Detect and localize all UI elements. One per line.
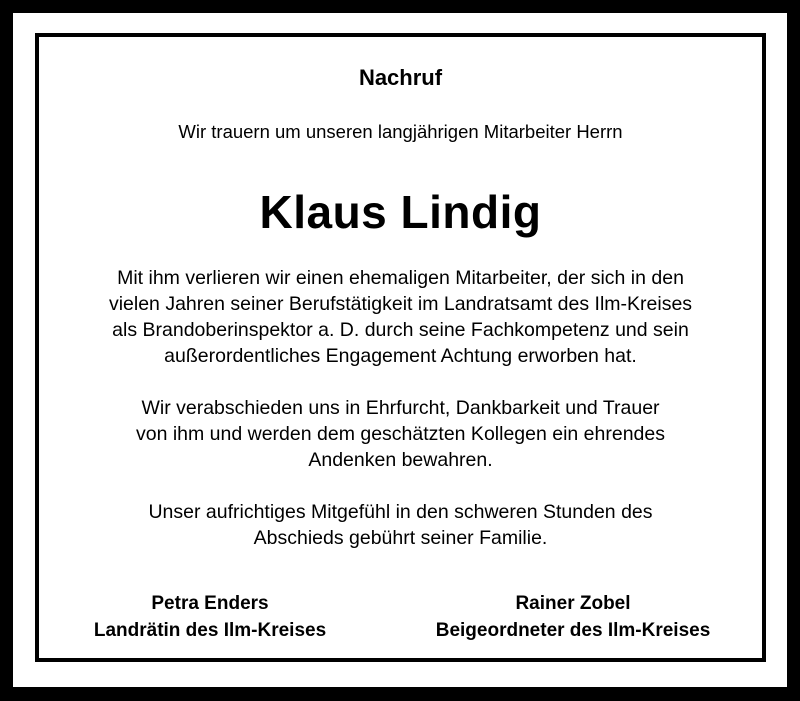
- paragraph-condolence: [39, 499, 762, 551]
- obituary-sheet: [13, 13, 787, 687]
- signer-left: [75, 590, 345, 644]
- paragraph-line: als Brandoberinspektor a. D. durch seine Fachkompetenz und sein: [112, 319, 689, 341]
- paragraph-line: Wir verabschieden uns in Ehrfurcht, Dankbarkeit und Trauer: [141, 397, 660, 419]
- signer-right: [413, 590, 733, 644]
- signer-name: Petra Enders: [151, 593, 269, 614]
- paragraph-line: Unser aufrichtiges Mitgefühl in den schweren Stunden des: [148, 501, 653, 523]
- paragraph-line: von ihm und werden dem geschätzten Kollegen ein ehrendes: [135, 423, 665, 445]
- deceased-name: Klaus Lindig: [259, 186, 542, 238]
- obituary-heading: Nachruf: [358, 65, 443, 90]
- signer-title: Landrätin des Ilm-Kreises: [93, 620, 327, 641]
- signer-name: Rainer Zobel: [515, 593, 631, 614]
- paragraph-line: vielen Jahren seiner Berufstätigkeit im Landratsamt des Ilm-Kreises: [108, 293, 693, 315]
- paragraph-line: Andenken bewahren.: [308, 449, 493, 471]
- signer-title: Beigeordneter des Ilm-Kreises: [435, 620, 711, 641]
- paragraph-line: Abschieds gebührt seiner Familie.: [253, 527, 548, 549]
- paragraph-line: Mit ihm verlieren wir einen ehemaligen Mitarbeiter, der sich in den: [117, 267, 684, 289]
- paragraph-line: außerordentliches Engagement Achtung erworben hat.: [164, 345, 637, 367]
- paragraph-tribute: [39, 265, 762, 369]
- paragraph-farewell: [39, 395, 762, 473]
- intro-text: Wir trauern um unseren langjährigen Mitarbeiter Herrn: [178, 121, 623, 142]
- obituary-frame: [35, 33, 766, 662]
